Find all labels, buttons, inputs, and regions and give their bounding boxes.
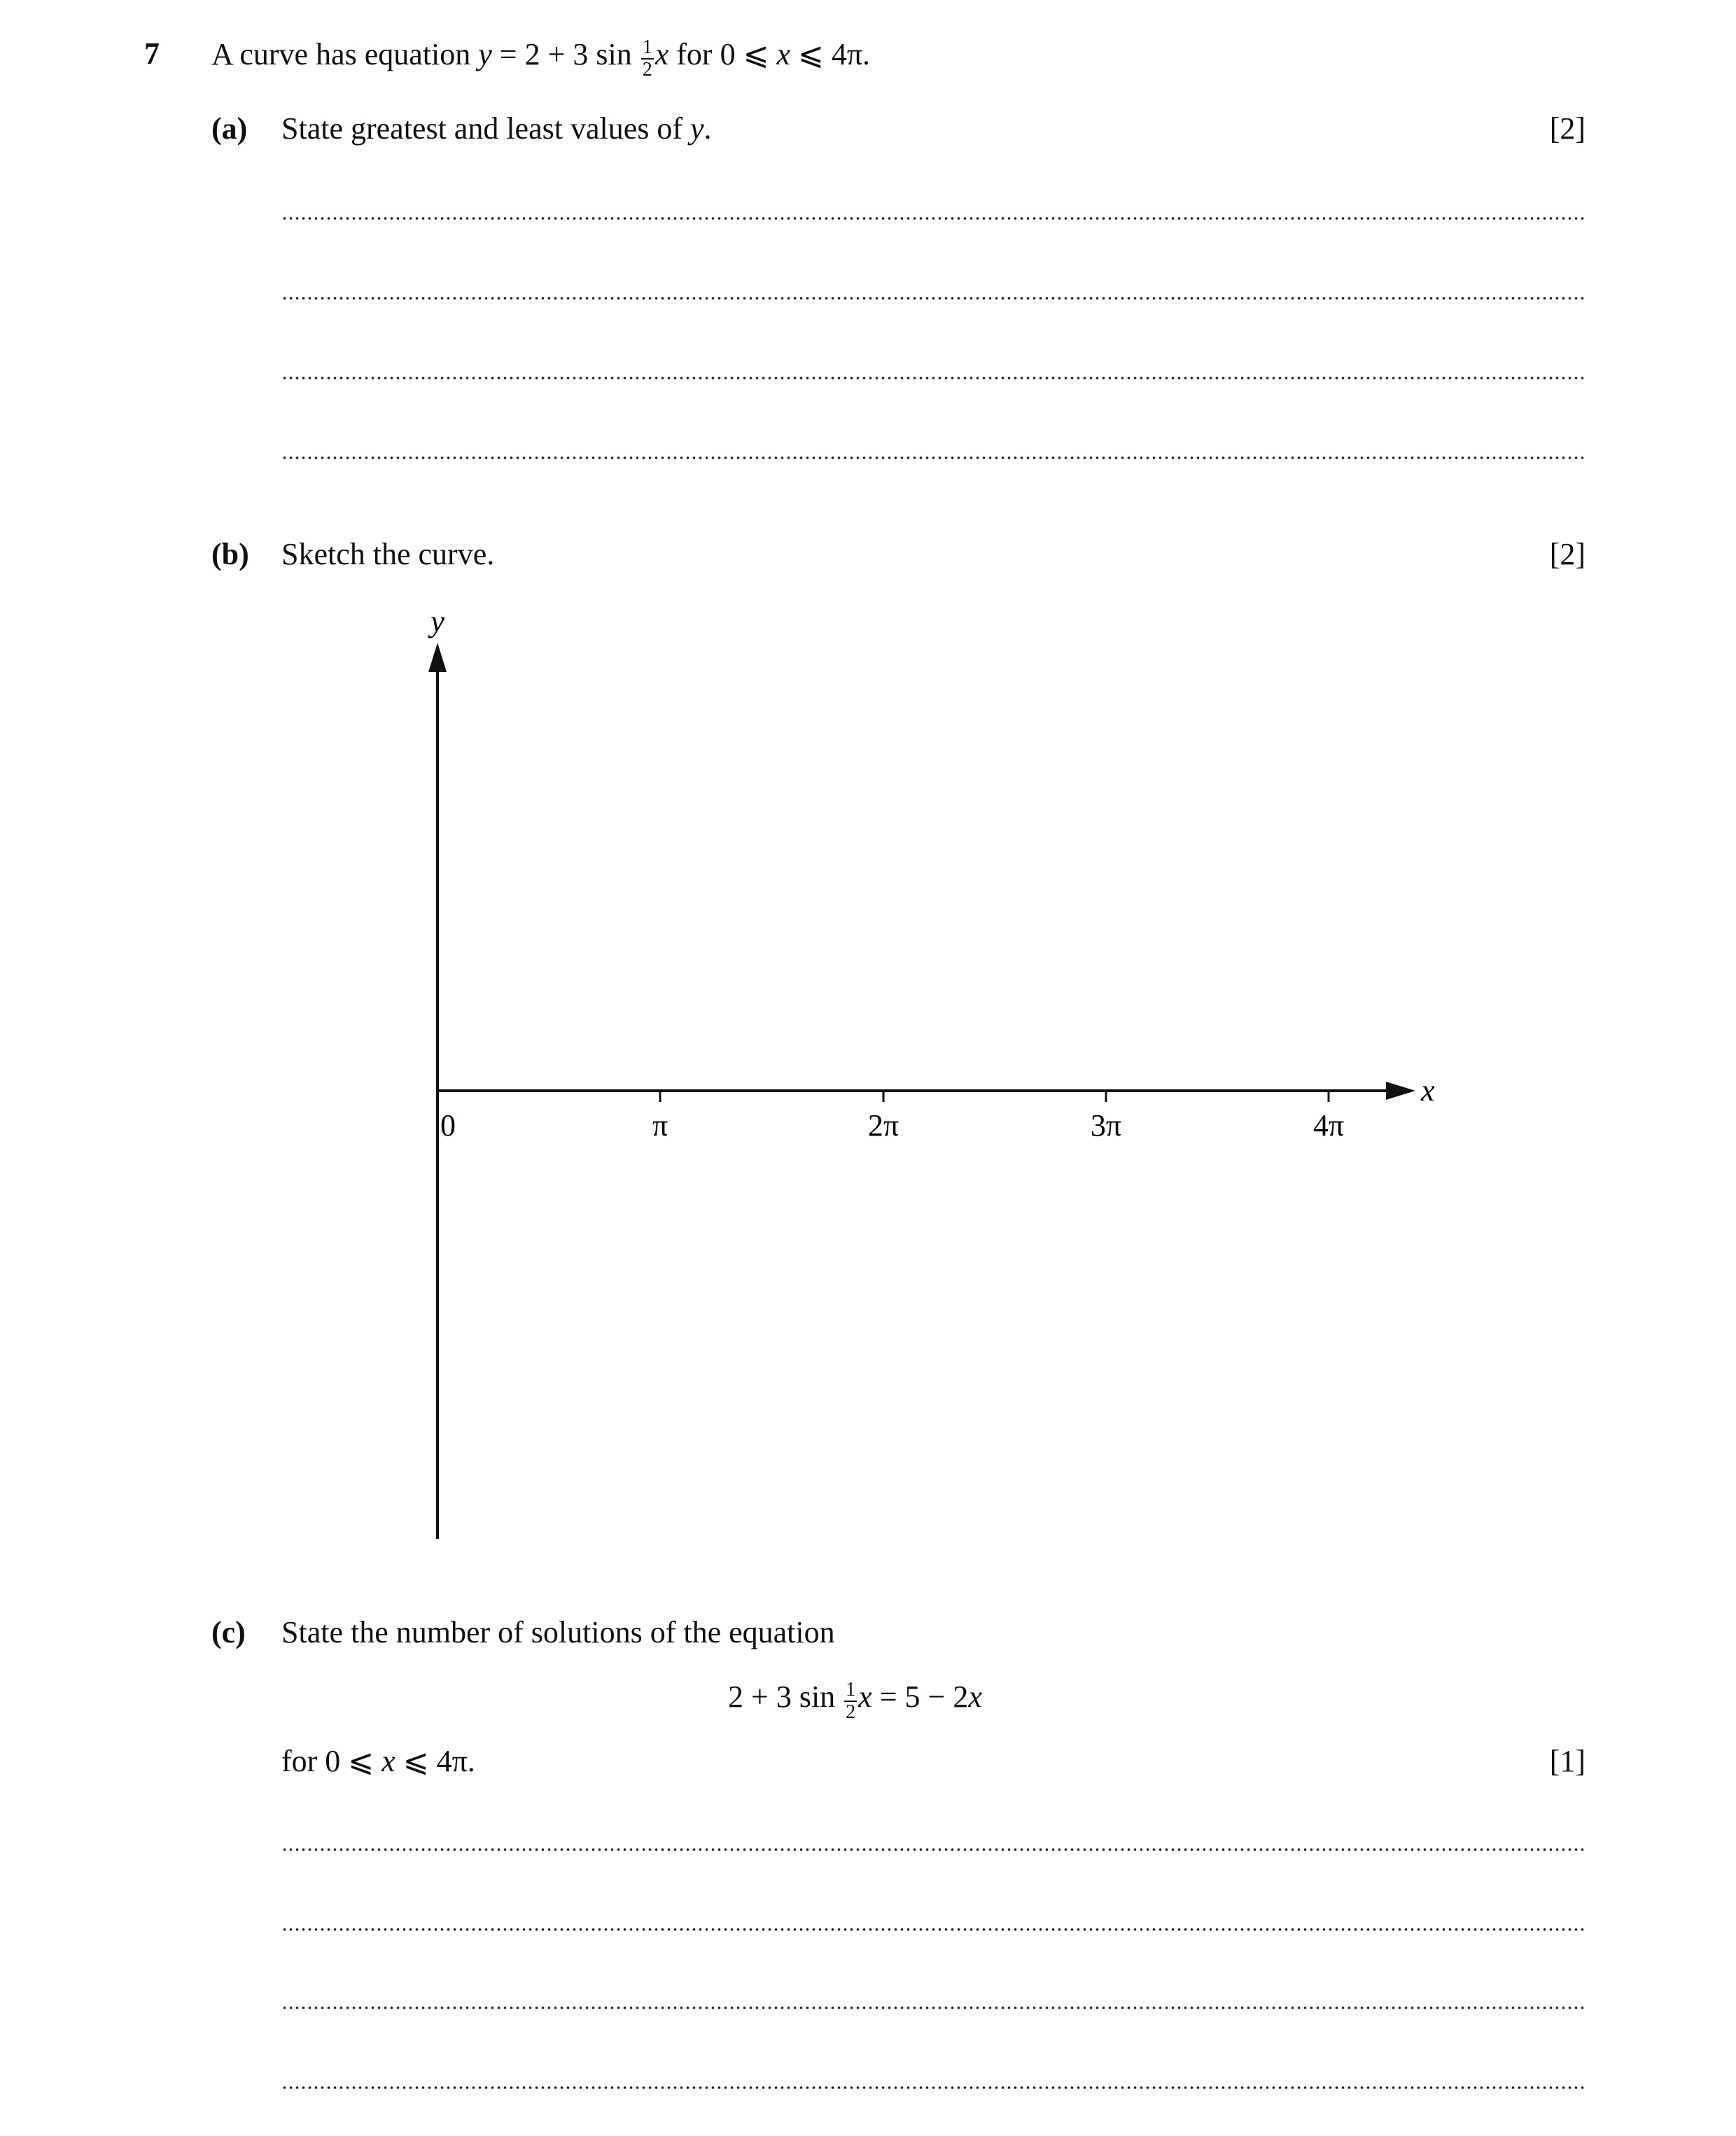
x-axis-label: x	[1421, 1073, 1435, 1108]
part-a-marks: [2]	[1549, 111, 1586, 146]
stem-x: x	[654, 37, 669, 72]
eq-frac-den: 2	[846, 1701, 856, 1723]
part-a-var: y	[690, 111, 704, 146]
stem-y: y	[478, 37, 492, 72]
stem-frac-num: 1	[642, 36, 652, 58]
tick-label-pi: π	[652, 1108, 668, 1143]
part-a-text-pre: State greatest and least values of	[281, 111, 691, 146]
answer-line[interactable]	[281, 1928, 1585, 1931]
part-c-label: (c)	[211, 1615, 246, 1649]
eq-x2: x	[968, 1680, 982, 1715]
range-x: x	[382, 1744, 396, 1778]
tick-label-4pi: 4π	[1312, 1108, 1345, 1143]
part-b-marks: [2]	[1549, 537, 1586, 571]
tick-label-2pi: 2π	[867, 1108, 899, 1143]
part-b-label: (b)	[211, 537, 249, 571]
eq-frac-num: 1	[846, 1679, 856, 1701]
part-b-text: Sketch the curve.	[281, 537, 495, 571]
part-a-label: (a)	[211, 111, 248, 146]
x-axis-arrow	[1386, 1082, 1415, 1100]
answer-line[interactable]	[281, 2086, 1585, 2089]
stem-suffix-pre: for 0 ⩽	[668, 37, 777, 72]
part-c-equation	[728, 1679, 982, 1721]
origin-label: 0	[440, 1108, 456, 1143]
part-c-range	[281, 1746, 475, 1777]
answer-line[interactable]	[281, 2006, 1585, 2009]
eq-pre: 2 + 3 sin	[728, 1680, 844, 1715]
answer-line[interactable]	[281, 1848, 1585, 1851]
stem-frac-den: 2	[642, 59, 652, 81]
stem-x2: x	[776, 37, 790, 72]
eq-post: = 5 − 2	[872, 1680, 969, 1715]
part-c-text: State the number of solutions of the equation	[281, 1615, 835, 1649]
y-axis-label: y	[430, 604, 444, 638]
eq-x: x	[858, 1680, 872, 1715]
tick-label-3pi: 3π	[1090, 1108, 1122, 1143]
y-axis-arrow	[428, 643, 447, 672]
stem-mid: = 2 + 3 sin	[491, 37, 640, 72]
eq-fraction	[844, 1680, 857, 1722]
stem-suffix-post: ⩽ 4π.	[790, 37, 871, 72]
question-number: 7	[144, 36, 160, 71]
range-post: ⩽ 4π.	[395, 1744, 475, 1778]
range-pre: for 0 ⩽	[281, 1744, 382, 1778]
part-c-marks: [1]	[1549, 1744, 1586, 1778]
part-a-text-post: .	[704, 111, 712, 146]
stem-prefix: A curve has equation	[211, 37, 479, 72]
